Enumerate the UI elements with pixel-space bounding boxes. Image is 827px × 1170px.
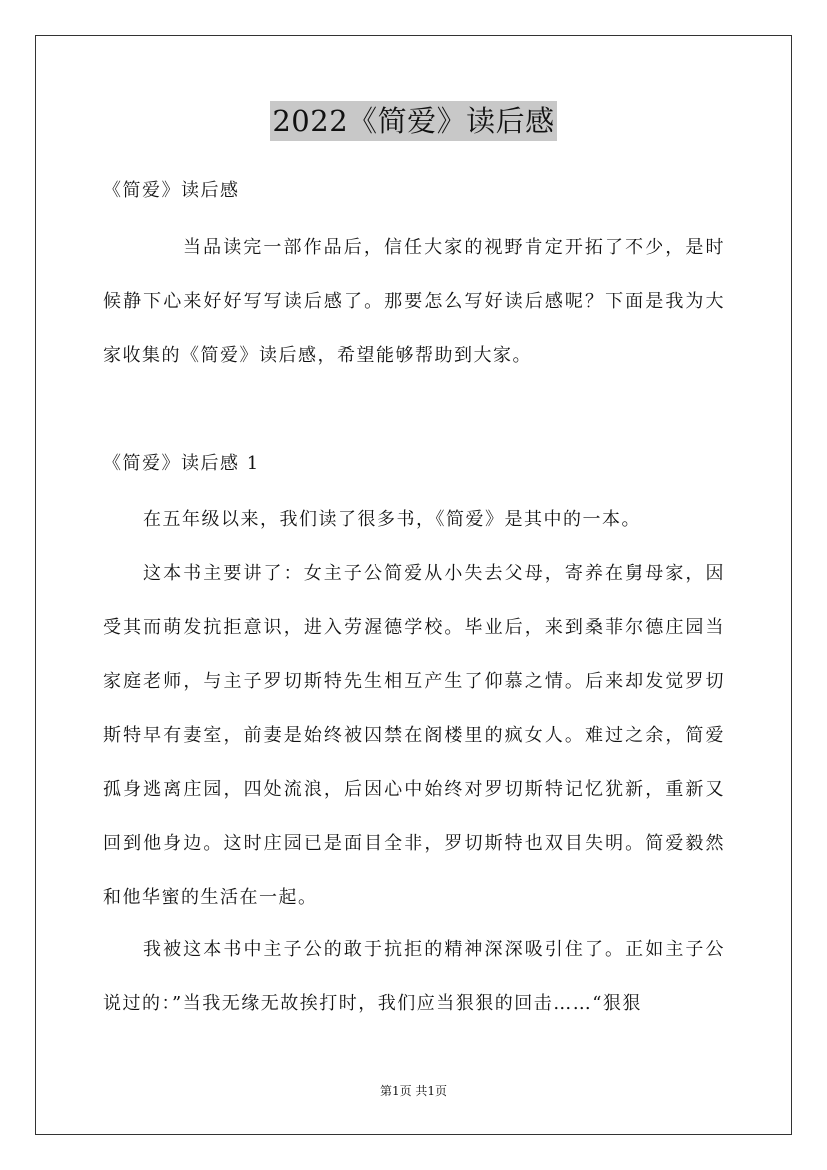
intro-paragraph: 当品读完一部作品后，信任大家的视野肯定开拓了不少，是时候静下心来好好写写读后感了。那要怎么写好读后感呢？下面是我为大家收集的《简爱》读后感，希望能够帮助到大家。: [103, 237, 725, 366]
document-title: 2022《简爱》读后感: [270, 101, 556, 141]
body-paragraph-1: 在五年级以来，我们读了很多书，《简爱》是其中的一本。: [143, 509, 641, 530]
body-paragraph-2: 这本书主要讲了：女主子公简爱从小失去父母，寄养在舅母家，因受其而萌发抗拒意识，进入劳渥德学校。毕业后，来到桑菲尔德庄园当家庭老师，与主子罗切斯特先生相互产生了仰慕之情。后来却发觉罗切斯特早有妻室，前妻是始终被囚禁在阁楼里的疯女人。难过之余，简爱孤身逃离庄园，四处流浪，后因心中始终对罗切斯特记忆犹新，重新又回到他身边。这时庄园已是面目全非，罗切斯特也双目失明。简爱毅然和他华蜜的生活在一起。: [103, 563, 725, 908]
section-heading: 《简爱》读后感 1: [103, 453, 260, 474]
page-footer: 第1页 共1页: [379, 1084, 448, 1098]
body-paragraph-3: 我被这本书中主子公的敢于抗拒的精神深深吸引住了。正如主子公说过的：”当我无缘无故挨打时，我们应当狠狠的回击……“狠狠: [103, 939, 725, 1014]
document-subtitle: 《简爱》读后感: [103, 180, 240, 201]
